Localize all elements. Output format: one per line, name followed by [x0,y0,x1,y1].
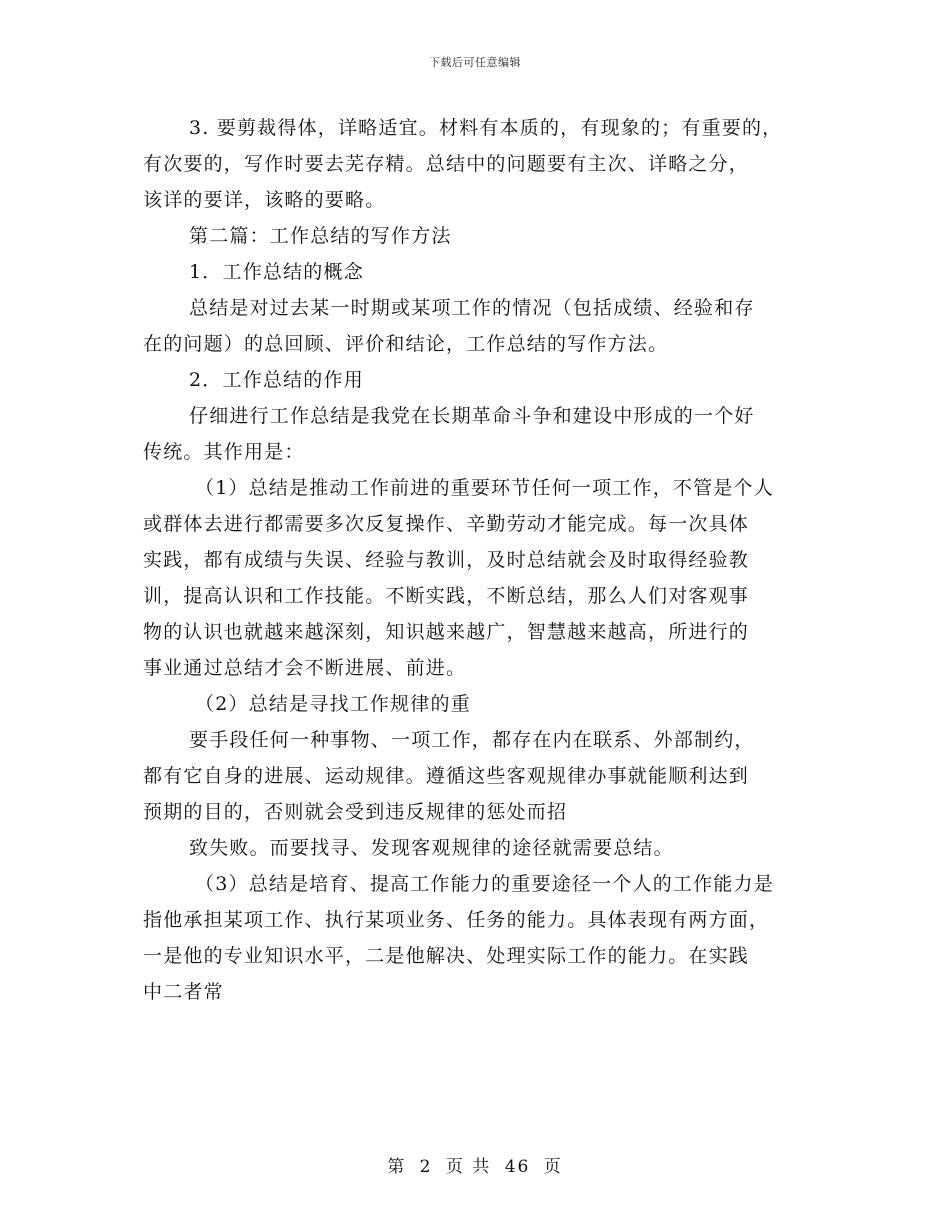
body-line: 在的问题）的总回顾、评价和结论，工作总结的写作方法。 [143,333,669,355]
body-line: 物的认识也就越来越深刻，知识越来越广，智慧越来越高，所进行的 [143,621,750,643]
body-line: 预期的目的，否则就会受到违反规律的惩处而招 [143,801,568,823]
body-line: 要手段任何一种事物、一项工作，都存在内在联系、外部制约， [189,729,755,751]
current-page-number: 2 [419,1157,433,1177]
footer-suffix: 页 [543,1157,563,1177]
footer-prefix: 第 [387,1157,407,1177]
body-line: 或群体去进行都需要多次反复操作、辛勤劳动才能完成。每一次具体 [143,513,750,535]
body-line: 总结是对过去某一时期或某项工作的情况（包括成绩、经验和存 [189,297,755,319]
total-page-count: 46 [504,1157,531,1177]
body-line: （3）总结是培育、提高工作能力的重要途径一个人的工作能力是 [195,873,774,895]
subsection-title: 1．工作总结的概念 [189,261,364,283]
footer-middle: 页 共 [445,1157,492,1177]
body-line: 都有它自身的进展、运动规律。遵循这些客观规律办事就能顺利达到 [143,765,750,787]
body-line: 事业通过总结才会不断进展、前进。 [143,657,467,679]
body-line: 传统。其作用是： [143,441,305,463]
body-line: 仔细进行工作总结是我党在长期革命斗争和建设中形成的一个好 [189,405,755,427]
body-line: 有次要的，写作时要去芜存精。总结中的问题要有主次、详略之分， [143,153,750,175]
subsection-title: 2．工作总结的作用 [189,369,364,391]
body-line: （2）总结是寻找工作规律的重 [195,693,471,715]
page-footer [0,1152,950,1177]
page-header-note: 下载后可任意编辑 [429,56,521,69]
body-line: 3. 要剪裁得体，详略适宜。材料有本质的，有现象的；有重要的， [189,117,783,139]
body-line: 训，提高认识和工作技能。不断实践，不断总结，那么人们对客观事 [143,585,750,607]
section-title: 第二篇：工作总结的写作方法 [189,225,452,247]
body-line: 一是他的专业知识水平，二是他解决、处理实际工作的能力。在实践 [143,945,750,967]
body-line: 致失败。而要找寻、发现客观规律的途径就需要总结。 [189,837,674,859]
body-line: 指他承担某项工作、执行某项业务、任务的能力。具体表现有两方面， [143,909,770,931]
body-line: 中二者常 [143,981,224,1003]
body-line: （1）总结是推动工作前进的重要环节任何一项工作，不管是个人 [195,477,774,499]
body-line: 实践，都有成绩与失误、经验与教训，及时总结就会及时取得经验教 [143,549,750,571]
body-line: 该详的要详，该略的要略。 [143,189,386,211]
document-body [143,110,823,1010]
